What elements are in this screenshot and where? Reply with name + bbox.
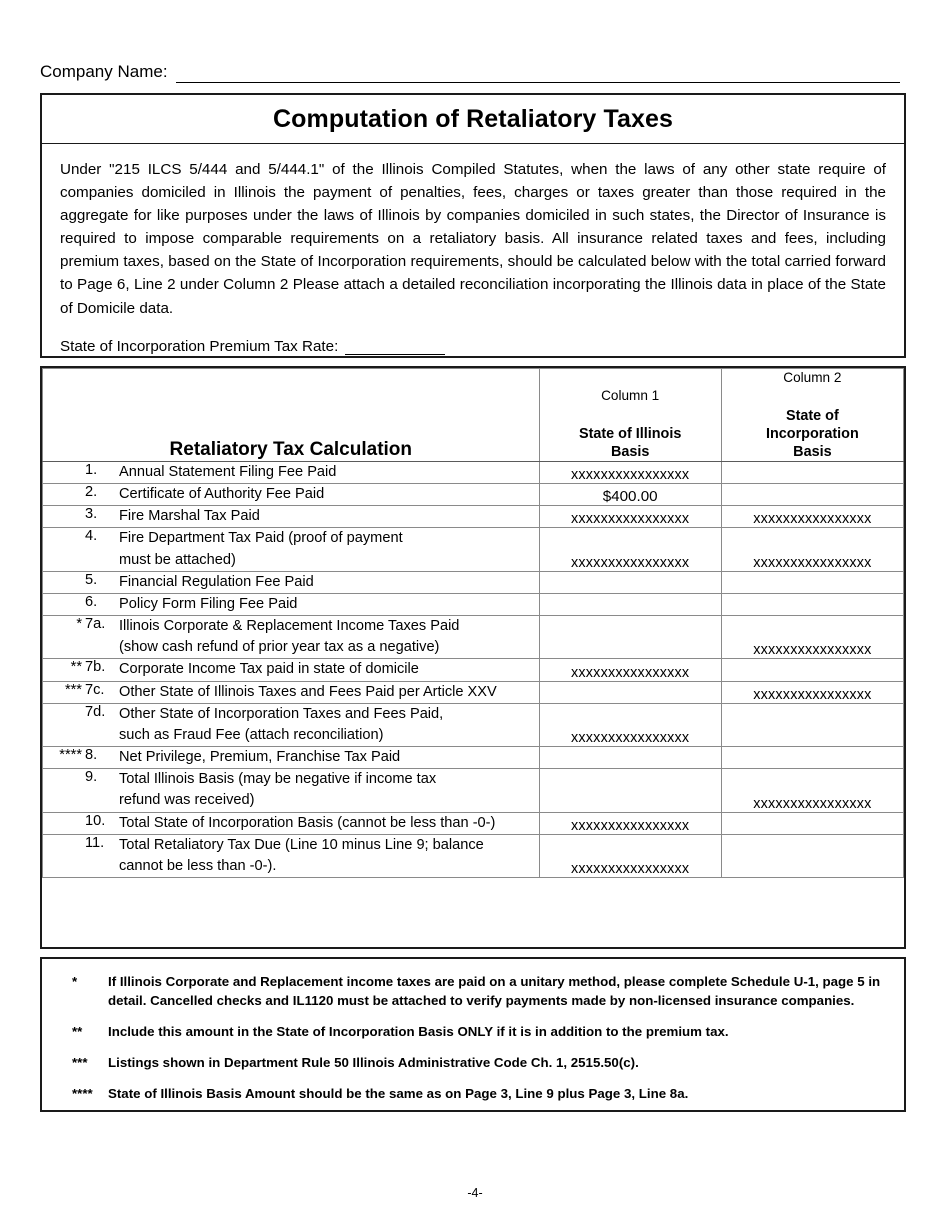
row-label-wrap: [43, 528, 539, 570]
row-col1-value[interactable]: [539, 616, 721, 659]
premium-tax-rate-line: [42, 320, 904, 355]
row-description-line1: Annual Statement Filing Fee Paid: [119, 464, 337, 480]
row-number: 1.: [85, 462, 98, 478]
table-row: [43, 747, 904, 769]
row-number: 11.: [85, 834, 105, 851]
col1-value-text: xxxxxxxxxxxxxxxx: [571, 511, 690, 528]
row-description-line2: must be attached): [119, 551, 236, 568]
row-description: [119, 616, 539, 658]
row-description: [119, 769, 539, 811]
table-row: [43, 616, 904, 659]
row-col1-value[interactable]: [539, 593, 721, 615]
row-label-cell: [43, 834, 540, 877]
row-label-cell: [43, 681, 540, 703]
row-col2-value[interactable]: [721, 747, 903, 769]
row-col2-value[interactable]: [721, 528, 903, 571]
row-label-cell: [43, 769, 540, 812]
table-header-row: [43, 369, 904, 462]
row-col2-value[interactable]: [721, 681, 903, 703]
company-name-line: [40, 62, 900, 83]
footnote-marker: ***: [72, 1054, 88, 1070]
footnote-text: Listings shown in Department Rule 50 Illinois Administrative Code Ch. 1, 2515.50(c).: [108, 1054, 639, 1070]
row-label-wrap: [43, 484, 539, 505]
col2-value-text: xxxxxxxxxxxxxxxx: [753, 554, 872, 571]
row-number: 9.: [85, 769, 98, 786]
row-label-wrap: [43, 572, 539, 593]
column-1-header: [539, 369, 721, 462]
row-label-wrap: [43, 835, 539, 877]
row-description-line1: Other State of Incorporation Taxes and Fees Paid,: [119, 705, 444, 722]
row-col1-value[interactable]: [539, 769, 721, 812]
row-description: [119, 594, 539, 615]
row-description: [119, 659, 539, 680]
row-label-wrap: [43, 682, 539, 703]
row-number: 7c.: [85, 681, 105, 698]
row-label-wrap: [43, 462, 539, 483]
table-row: [43, 812, 904, 834]
footnote: [62, 973, 884, 1011]
row-label-cell: [43, 484, 540, 506]
retaliatory-tax-table-block: [40, 366, 906, 949]
footnote: [62, 1054, 884, 1073]
row-description-line1: Net Privilege, Premium, Franchise Tax Paid: [119, 749, 401, 766]
page-number: -4-: [467, 1186, 483, 1200]
row-col2-value[interactable]: [721, 593, 903, 615]
row-footnote-marker: ***: [64, 681, 82, 698]
footnote-text: Include this amount in the State of Incorporation Basis ONLY if it is in addition to the premium tax.: [108, 1023, 729, 1039]
column-2-header: [721, 369, 903, 462]
row-number: 6.: [85, 593, 98, 610]
footnote-text: State of Illinois Basis Amount should be the same as on Page 3, Line 9 plus Page 3, Line 8a.: [108, 1085, 689, 1101]
row-description-line2: such as Fraud Fee (attach reconciliation): [119, 726, 384, 743]
row-number: 7a.: [85, 616, 106, 633]
col1-value-text: xxxxxxxxxxxxxxxx: [571, 860, 690, 877]
row-col1-value[interactable]: [539, 528, 721, 571]
table-row: [43, 593, 904, 615]
row-col1-value[interactable]: [539, 484, 721, 506]
table-row: [43, 484, 904, 506]
row-label-cell: [43, 506, 540, 528]
table-title-cell: Retaliatory Tax Calculation: [43, 369, 540, 462]
row-col1-value[interactable]: [539, 834, 721, 877]
table-row: [43, 834, 904, 877]
footnote: [62, 1023, 884, 1042]
row-label-cell: [43, 462, 540, 484]
column-2-number: Column 2: [783, 370, 842, 385]
col1-value-text: xxxxxxxxxxxxxxxx: [571, 817, 690, 834]
row-description-line1: Fire Department Tax Paid (proof of payment: [119, 530, 403, 547]
table-row: [43, 703, 904, 746]
table-body: [43, 462, 904, 878]
table-row: [43, 528, 904, 571]
row-label-cell: [43, 571, 540, 593]
company-name-label: Company Name:: [40, 62, 168, 81]
row-label-wrap: [43, 813, 539, 834]
row-label-cell: [43, 747, 540, 769]
row-description: [119, 506, 539, 527]
row-col2-value[interactable]: [721, 834, 903, 877]
row-col2-value[interactable]: [721, 506, 903, 528]
page-title: Computation of Retaliatory Taxes: [42, 95, 904, 144]
row-description-line1: Total Illinois Basis (may be negative if income tax: [119, 771, 437, 788]
row-label-wrap: [43, 659, 539, 680]
footnotes-list: [42, 959, 904, 1103]
premium-tax-rate-label: State of Incorporation Premium Tax Rate:: [60, 337, 339, 355]
intro-paragraph: [42, 144, 904, 320]
row-col2-value[interactable]: [721, 812, 903, 834]
row-col1-value[interactable]: [539, 703, 721, 746]
row-col2-value[interactable]: [721, 703, 903, 746]
footnote-marker: *: [72, 974, 78, 989]
col1-value-text: xxxxxxxxxxxxxxxx: [571, 730, 690, 747]
col2-value-text: xxxxxxxxxxxxxxxx: [753, 511, 872, 528]
footnote-marker: ****: [72, 1085, 93, 1101]
row-col2-value[interactable]: [721, 484, 903, 506]
footnote-marker: **: [72, 1023, 83, 1039]
row-col2-value[interactable]: [721, 571, 903, 593]
header-block: [40, 93, 906, 358]
row-description: [119, 572, 539, 593]
row-description-line1: Total State of Incorporation Basis (cannot be less than -0-): [119, 814, 496, 831]
row-description-line1: Total Retaliatory Tax Due (Line 10 minus Line 9; balance: [119, 836, 484, 853]
intro-text: Under "215 ILCS 5/444 and 5/444.1" of the Illinois Compiled Statutes, when the laws of any other state require of companies domiciled in Illinois the payment of penalties, fees, charges or taxes greater than those required in the aggregate for like purposes under the laws of Illinois by companies domiciled in such states, the Director of Insurance is required to impose comparable requirements on a retaliatory basis. All insurance related taxes and fees, including premium taxes, based on the State of Incorporation requirements, should be calculated below with the total carried forward to Page 6, Line 2 under Column 2 Please attach a detailed reconciliation incorporating the Illinois data in place of the State of Domicile data.: [60, 161, 886, 317]
row-description-line1: Other State of Illinois Taxes and Fees Paid per Article XXV: [119, 683, 497, 700]
row-label-cell: [43, 812, 540, 834]
column-2-title-line1: State of: [785, 408, 839, 424]
table-header: [43, 369, 904, 462]
column-1-title-line2: Basis: [610, 444, 650, 460]
row-description-line1: Illinois Corporate & Replacement Income Taxes Paid: [119, 618, 460, 635]
footnote: [62, 1085, 884, 1104]
col1-value-text: xxxxxxxxxxxxxxxx: [571, 664, 690, 681]
row-description: [119, 484, 539, 505]
row-description-line1: Certificate of Authority Fee Paid: [119, 486, 325, 503]
col1-value-text: xxxxxxxxxxxxxxxx: [571, 554, 690, 571]
table-row: [43, 659, 904, 681]
row-description-line2: refund was received): [119, 792, 255, 809]
column-2-title-line2: Incorporation: [766, 426, 859, 442]
row-number: 5.: [85, 571, 98, 588]
row-description: [119, 813, 539, 834]
company-name-blank-field[interactable]: [176, 63, 900, 83]
row-col1-value[interactable]: [539, 681, 721, 703]
row-label-cell: [43, 616, 540, 659]
table-row: [43, 506, 904, 528]
row-footnote-marker: *: [76, 616, 82, 633]
row-description-line1: Policy Form Filing Fee Paid: [119, 595, 298, 612]
row-number: 4.: [85, 528, 98, 545]
row-col1-value[interactable]: [539, 462, 721, 484]
row-description-line1: Corporate Income Tax paid in state of domicile: [119, 661, 419, 678]
row-footnote-marker: ****: [59, 747, 82, 764]
row-description: [119, 462, 539, 483]
row-description-line2: cannot be less than -0-).: [119, 857, 277, 874]
row-label-wrap: [43, 506, 539, 527]
col2-value-text: xxxxxxxxxxxxxxxx: [753, 642, 872, 659]
row-description: [119, 704, 539, 746]
row-label-cell: [43, 659, 540, 681]
row-col1-value[interactable]: [539, 659, 721, 681]
row-col1-value[interactable]: [539, 812, 721, 834]
row-label-wrap: [43, 747, 539, 768]
table-row: [43, 462, 904, 484]
row-label-wrap: [43, 616, 539, 658]
table-row: [43, 681, 904, 703]
row-description: [119, 528, 539, 570]
row-description-line1: Financial Regulation Fee Paid: [119, 573, 314, 590]
row-description: [119, 835, 539, 877]
table-row: [43, 571, 904, 593]
row-number: 2.: [85, 484, 98, 501]
footnote-text: If Illinois Corporate and Replacement income taxes are paid on a unitary method, please complete Schedule U-1, page 5 in detail. Cancelled checks and IL1120 must be attached to verify payments made by non-licensed insurance companies.: [108, 974, 881, 1008]
row-number: 3.: [85, 506, 98, 523]
row-col2-value[interactable]: [721, 769, 903, 812]
column-1-number: Column 1: [601, 388, 660, 403]
row-col2-value[interactable]: [721, 462, 903, 484]
premium-tax-rate-input[interactable]: [345, 338, 445, 355]
row-col1-value[interactable]: [539, 571, 721, 593]
col2-value-text: xxxxxxxxxxxxxxxx: [753, 795, 872, 812]
row-col2-value[interactable]: [721, 616, 903, 659]
footnotes-block: [40, 957, 906, 1112]
row-col1-value[interactable]: [539, 747, 721, 769]
row-number: 7d.: [85, 703, 106, 720]
table-row: [43, 769, 904, 812]
row-number: 7b.: [85, 659, 106, 676]
row-col1-value[interactable]: [539, 506, 721, 528]
row-label-cell: [43, 593, 540, 615]
retaliatory-tax-table: [42, 368, 904, 878]
row-col2-value[interactable]: [721, 659, 903, 681]
row-label-wrap: [43, 769, 539, 811]
row-label-cell: [43, 703, 540, 746]
row-footnote-marker: **: [70, 659, 82, 676]
row-description: [119, 747, 539, 768]
col2-value-text: xxxxxxxxxxxxxxxx: [753, 686, 872, 703]
row-number: 8.: [85, 747, 98, 764]
row-description: [119, 682, 539, 703]
row-description-line2: (show cash refund of prior year tax as a negative): [119, 639, 440, 656]
row-description-line1: Fire Marshal Tax Paid: [119, 508, 260, 525]
col1-value-text: $400.00: [602, 488, 658, 506]
row-number: 10.: [85, 812, 106, 829]
row-label-wrap: [43, 704, 539, 746]
col1-value-text: xxxxxxxxxxxxxxxx: [571, 467, 690, 484]
row-label-cell: [43, 528, 540, 571]
column-1-title-line1: State of Illinois: [578, 426, 682, 442]
row-label-wrap: [43, 594, 539, 615]
column-2-title-line3: Basis: [793, 444, 832, 460]
